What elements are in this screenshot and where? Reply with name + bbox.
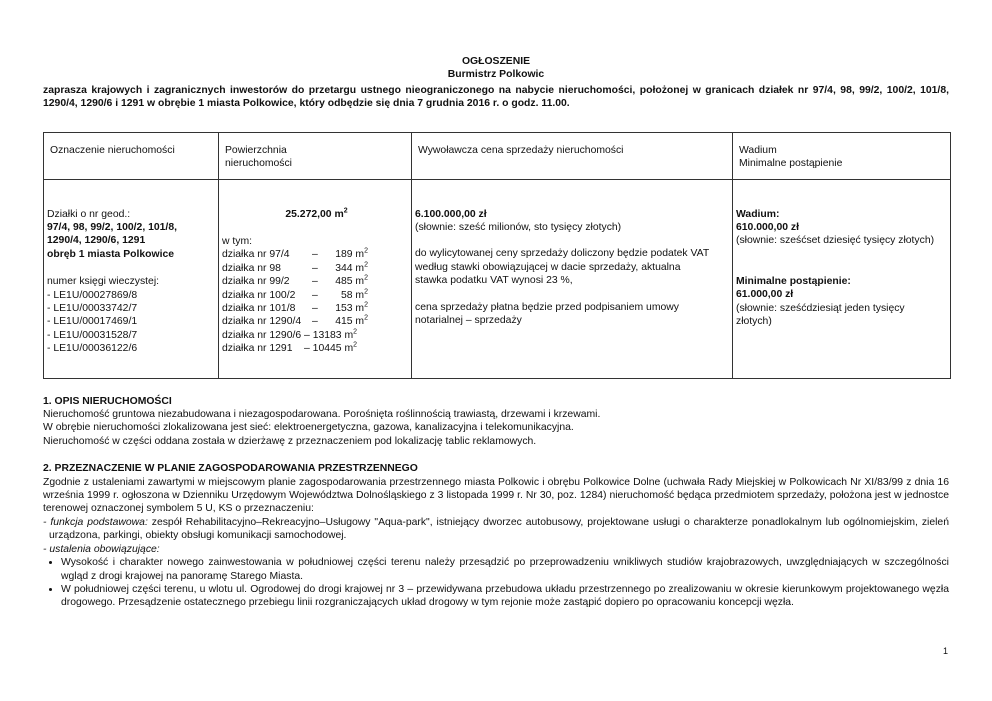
precinct: obręb 1 miasta Polkowice	[47, 248, 175, 260]
land-register-4: - LE1U/00031528/7	[47, 329, 138, 341]
land-register-label: numer księgi wieczystej:	[47, 276, 160, 288]
section-2-title: 2. PRZEZNACZENIE W PLANIE ZAGOSPODAROWANIA PRZESTRZENNEGO	[43, 463, 418, 475]
primary-function: - funkcja podstawowa: zespół Rehabilitacyjno–Rekreacyjno–Usługowy "Aqua-park", istniejący dworzec autobusowy, projektowane usługi o charakterze ponadlokalnym lub ogólnomiejskim, zieleń urządzona, parkingi, obiekty obsługi komunikacji samochodowej.	[43, 516, 949, 542]
description-line: W obrębie nieruchomości zlokalizowana jest sieć: elektroenergetyczna, gazowa, kanalizacyjna i telekomunikacyjna.	[43, 422, 574, 434]
min-bid-amount: 61.000,00 zł	[736, 289, 794, 301]
min-bid-words-1: (słownie: sześćdziesiąt jeden tysięcy	[736, 302, 905, 314]
document-page	[43, 55, 949, 610]
payment-line-2: notarialnej – sprzedaży	[415, 315, 522, 327]
provisions-list	[43, 556, 949, 610]
parcel-row: działka nr 100/2 – 58 $m^2$	[222, 288, 368, 301]
header-price: Wywoławcza cena sprzedaży nieruchomości	[418, 144, 624, 156]
section-zoning	[43, 462, 949, 609]
min-bid-label: Minimalne postąpienie:	[736, 275, 851, 287]
vat-line-2: według stawki obowiązującej w dacie sprzedaży, aktualna	[415, 261, 681, 273]
wadium-amount: 610.000,00 zł	[736, 222, 799, 234]
binding-provisions-label: - ustalenia obowiązujące:	[43, 543, 160, 555]
land-register-5: - LE1U/00036122/6	[47, 343, 138, 355]
description-line: Nieruchomość gruntowa niezabudowana i niezagospodarowana. Porośnięta roślinnością trawiastą, drzewami i krzewami.	[43, 409, 601, 421]
parcels-list-2: 1290/4, 1290/6, 1291	[47, 235, 146, 247]
list-item: • Wysokość i charakter nowego zainwestowania w południowej części terenu należy przesądzić po przeprowadzeniu wnikliwych studiów krajobrazowych, uwzględniających w szczególności wgląd z drogi krajowej na panoramę Starego Miasta.	[61, 556, 949, 583]
wadium-label: Wadium:	[736, 208, 780, 220]
header-min-bid: Minimalne postąpienie	[739, 158, 843, 170]
parcel-row: działka nr 1290/6 – 13183 $m^2$	[222, 328, 358, 341]
header-area-1: Powierzchnia	[225, 144, 287, 156]
parcel-row: działka nr 97/4 – 189 $m^2$	[222, 247, 368, 261]
parcels-list-1: 97/4, 98, 99/2, 100/2, 101/8,	[47, 222, 177, 234]
header-wadium: Wadium	[739, 144, 777, 156]
starting-price-words: (słownie: sześć milionów, sto tysięcy złotych)	[415, 222, 622, 234]
total-area-sup: 2	[343, 207, 348, 215]
page-number: 1	[942, 646, 948, 656]
min-bid-words-2: złotych)	[736, 316, 772, 328]
header-designation: Oznaczenie nieruchomości	[50, 144, 175, 156]
section-description	[43, 395, 949, 449]
table-data-row	[44, 179, 951, 378]
table-header-row	[44, 132, 951, 179]
section-1-title: 1. OPIS NIERUCHOMOŚCI	[43, 395, 172, 407]
parcel-row: działka nr 1290/4 – 415 $m^2$	[222, 315, 368, 328]
header-area-2: nieruchomości	[225, 158, 292, 170]
parcel-row: działka nr 1291 – 10445 $m^2$	[222, 341, 358, 355]
parcel-row: działka nr 99/2 – 485 $m^2$	[222, 274, 368, 288]
payment-line-1: cena sprzedaży płatna będzie przed podpisaniem umowy	[415, 301, 679, 313]
vat-line-3: stawka podatku VAT wynosi 23 %,	[415, 275, 573, 287]
property-table	[43, 132, 951, 379]
land-register-1: - LE1U/00027869/8	[47, 289, 138, 301]
parcel-row: działka nr 98 – 344 $m^2$	[222, 261, 368, 274]
parcels-label: Działki o nr geod.:	[47, 208, 131, 220]
document-title: OGŁOSZENIE	[461, 56, 531, 67]
list-item: • W południowej części terenu, u wlotu ul. Ogrodowej do drogi krajowej nr 3 – przewidywana przebudowa układu przestrzennego po zrealizowaniu w okresie kierunkowym projektowanego węzła drogowego. Przesądzenie ostatecznego przebiegu linii rozgraniczających układ drogowy w tym rejonie może zastąpić dopiero po opracowaniu koncepcji węzła.	[61, 583, 949, 610]
land-register-3: - LE1U/00017469/1	[47, 316, 138, 328]
description-line: Nieruchomość w części oddana została w dzierżawę z przeznaczeniem pod lokalizację tablic reklamowych.	[43, 435, 537, 447]
starting-price: 6.100.000,00 zł	[415, 208, 487, 220]
total-area: 25.272,00 m	[285, 208, 344, 220]
including-label: w tym:	[222, 236, 253, 248]
intro-paragraph: zaprasza krajowych i zagranicznych inwestorów do przetargu ustnego nieograniczonego na nabycie nieruchomości, położonej w granicach działek nr 97/4, 98, 99/2, 100/2, 101/8, 1290/4, 1290/6 i 1291 w obrębie 1 miasta Polkowice, który odbędzie się dnia 7 grudnia 2016 r. o godz. 11.00.	[43, 84, 949, 110]
document-subtitle: Burmistrz Polkowic	[447, 69, 545, 81]
vat-line-1: do wylicytowanej ceny sprzedaży doliczony będzie podatek VAT	[415, 248, 710, 260]
wadium-words: (słownie: sześćset dziesięć tysięcy złotych)	[736, 235, 935, 247]
zoning-paragraph: Zgodnie z ustaleniami zawartymi w miejscowym planie zagospodarowania przestrzennego miasta Polkowic i obrębu Polkowice Dolne (uchwała Rady Miejskiej w Polkowicach Nr XI/83/99 z dnia 16 września 1999 r. ogłoszona w Dzienniku Urzędowym Województwa Dolnośląskiego z 3 listopada 1999 r. Nr 30, poz. 1284) nieruchomość będąca przedmiotem sprzedaży, położona jest w jednostce terenowej oznaczonej symbolem 5 U, KS o przeznaczeniu:	[43, 476, 949, 515]
land-register-2: - LE1U/00033742/7	[47, 303, 138, 315]
parcel-row: działka nr 101/8 – 153 $m^2$	[222, 301, 368, 315]
